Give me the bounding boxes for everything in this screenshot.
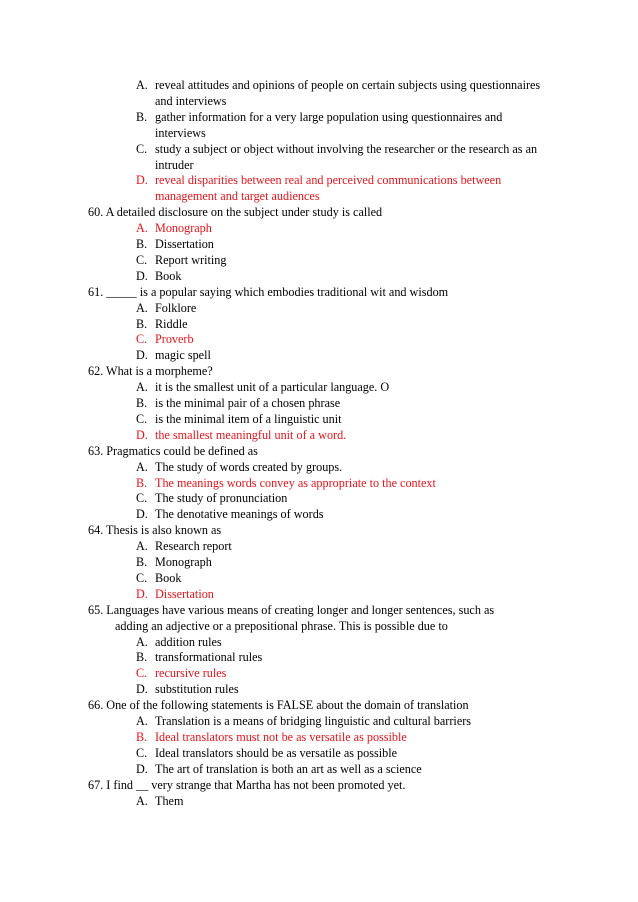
option-text: is the minimal item of a linguistic unit: [155, 411, 342, 426]
answer-option: [0, 554, 560, 570]
answer-option: [0, 634, 560, 650]
option-letter: B.: [136, 475, 148, 490]
option-letter: B.: [136, 650, 148, 665]
option-text: Dissertation: [155, 237, 214, 251]
option-letter: B.: [136, 555, 148, 569]
option-letter: C.: [136, 332, 148, 347]
option-text: Ideal translators should be as versatile as possible: [155, 745, 397, 760]
answer-option: [0, 109, 560, 125]
answer-option: [0, 490, 560, 506]
option-letter: D.: [136, 682, 148, 697]
answer-option: [0, 713, 560, 729]
answer-option: [0, 570, 560, 586]
question-stem-continuation: adding an adjective or a prepositional phrase. This is possible due to: [115, 618, 448, 633]
answer-option: [0, 331, 560, 347]
answer-option: [0, 665, 560, 681]
answer-option: [0, 300, 560, 316]
answer-option: [0, 77, 560, 93]
option-letter: D.: [136, 348, 148, 363]
option-letter: A.: [136, 221, 148, 236]
option-letter: A.: [136, 714, 148, 728]
option-text: Dissertation: [155, 586, 214, 601]
answer-option: [0, 268, 560, 284]
question-stem: 63. Pragmatics could be defined as: [88, 443, 258, 458]
option-letter: D.: [136, 586, 148, 601]
answer-option: [0, 395, 560, 411]
option-text: reveal attitudes and opinions of people on certain subjects using questionnaires: [155, 78, 541, 92]
option-text: The art of translation is both an art as well as a science: [155, 761, 422, 776]
answer-option: [0, 141, 560, 157]
option-text-continuation: intruder: [155, 157, 194, 172]
option-letter: D.: [136, 761, 148, 776]
question-stem: 65. Languages have various means of creating longer and longer sentences, such as: [88, 602, 495, 617]
option-text: The study of words created by groups.: [155, 459, 343, 474]
question-stem: 62. What is a morpheme?: [88, 364, 213, 379]
option-text: Research report: [155, 539, 232, 554]
answer-option: [0, 172, 560, 188]
option-letter: D.: [136, 268, 148, 283]
option-text: Monograph: [155, 221, 212, 236]
option-text-continuation: interviews: [155, 125, 206, 140]
answer-option: [0, 427, 560, 443]
option-letter: B.: [136, 316, 148, 331]
option-text: Ideal translators must not be as versatile as possible: [155, 729, 407, 744]
option-letter: D.: [136, 507, 148, 522]
option-letter: A.: [136, 380, 148, 395]
answer-option: [0, 411, 560, 427]
option-letter: C.: [136, 745, 148, 760]
option-letter: B.: [136, 396, 148, 410]
option-letter: A.: [136, 459, 148, 474]
answer-option: [0, 379, 560, 395]
option-text: study a subject or object without involving the researcher or the research as an: [155, 141, 538, 156]
option-letter: A.: [136, 300, 148, 315]
answer-option: [0, 220, 560, 236]
option-letter: C.: [136, 141, 148, 156]
option-text: Translation is a means of bridging linguistic and cultural barriers: [155, 714, 472, 728]
option-letter: C.: [136, 252, 148, 267]
option-text: Book: [155, 570, 182, 585]
answer-option: [0, 506, 560, 522]
option-letter: C.: [136, 570, 148, 585]
option-text: reveal disparities between real and perceived communications between: [155, 173, 502, 188]
option-letter: A.: [136, 78, 148, 92]
question-stem: 67. I find __ very strange that Martha has not been promoted yet.: [88, 777, 406, 792]
answer-option: [0, 761, 560, 777]
option-text: substitution rules: [155, 682, 239, 697]
answer-option: [0, 681, 560, 697]
option-letter: B.: [136, 109, 148, 124]
option-letter: A.: [136, 539, 148, 554]
option-text: Report writing: [155, 252, 227, 267]
option-text: Them: [155, 793, 184, 808]
option-text: transformational rules: [155, 650, 263, 665]
option-text: the smallest meaningful unit of a word.: [155, 427, 347, 442]
option-text: Riddle: [155, 316, 188, 331]
answer-option: [0, 316, 560, 332]
answer-option: [0, 475, 560, 491]
question-stem: 61. _____ is a popular saying which embodies traditional wit and wisdom: [88, 284, 449, 299]
option-letter: D.: [136, 427, 148, 442]
option-text: recursive rules: [155, 666, 227, 681]
answer-option: [0, 793, 560, 809]
question-stem: 66. One of the following statements is FALSE about the domain of translation: [88, 698, 469, 713]
option-text: gather information for a very large population using questionnaires and: [155, 109, 503, 124]
option-letter: B.: [136, 237, 148, 251]
option-letter: B.: [136, 729, 148, 744]
answer-option: [0, 729, 560, 745]
option-text-continuation: and interviews: [155, 93, 227, 108]
option-letter: C.: [136, 491, 148, 506]
option-text: Monograph: [155, 555, 212, 569]
answer-option: [0, 586, 560, 602]
answer-option: [0, 459, 560, 475]
option-letter: A.: [136, 634, 148, 649]
option-letter: C.: [136, 411, 148, 426]
option-text: addition rules: [155, 634, 222, 649]
option-text: The meanings words convey as appropriate to the context: [155, 475, 436, 490]
option-text: is the minimal pair of a chosen phrase: [155, 396, 341, 410]
option-text: Folklore: [155, 300, 197, 315]
answer-option: [0, 236, 560, 252]
option-letter: A.: [136, 793, 148, 808]
option-letter: C.: [136, 666, 148, 681]
option-letter: D.: [136, 173, 148, 188]
answer-option: [0, 745, 560, 761]
option-text-continuation: management and target audiences: [155, 189, 320, 204]
option-text: The denotative meanings of words: [155, 507, 324, 522]
option-text: The study of pronunciation: [155, 491, 288, 506]
option-text: magic spell: [155, 348, 211, 363]
answer-option: [0, 252, 560, 268]
option-text: it is the smallest unit of a particular language. O: [155, 380, 390, 395]
option-text: Proverb: [155, 332, 194, 347]
answer-option: [0, 347, 560, 363]
answer-option: [0, 649, 560, 665]
answer-option: [0, 538, 560, 554]
option-text: Book: [155, 268, 182, 283]
question-stem: 64. Thesis is also known as: [88, 523, 222, 538]
question-stem: 60. A detailed disclosure on the subject under study is called: [88, 205, 383, 220]
